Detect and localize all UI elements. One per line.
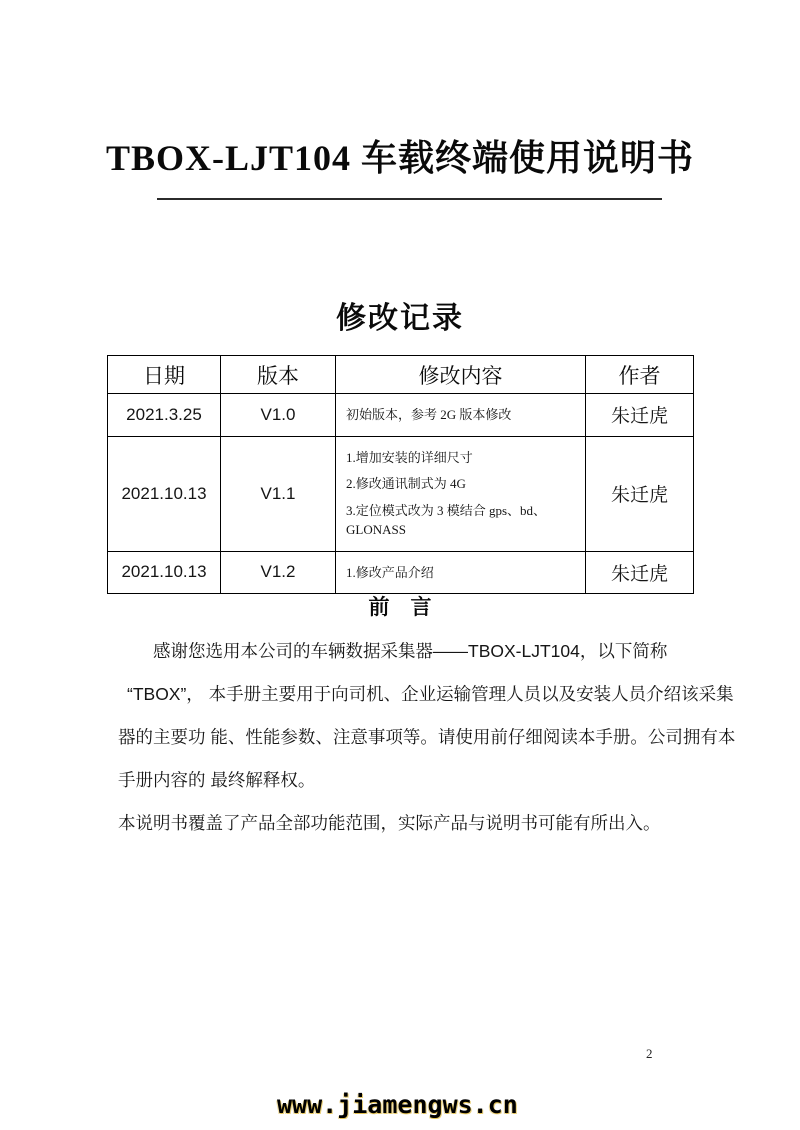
preface-line: 感谢您选用本公司的车辆数据采集器——TBOX-LJT104，以下简称	[153, 641, 668, 661]
cell-version: V1.0	[221, 394, 336, 437]
column-header-author: 作者	[586, 356, 694, 394]
revision-record-heading: 修改记录	[336, 302, 464, 335]
revision-record-table	[107, 355, 694, 594]
title-underline	[157, 198, 662, 200]
column-header-changes: 修改内容	[336, 356, 586, 394]
change-line: 初始版本，参考 2G 版本修改	[346, 407, 512, 422]
cell-version: V1.2	[221, 551, 336, 594]
table-row	[108, 436, 694, 551]
table-row	[108, 394, 694, 437]
table-row	[108, 551, 694, 594]
preface-line: “TBOX”， 本手册主要用于向司机、企业运输管理人员以及安装人员介绍该采集	[127, 684, 734, 704]
cell-author: 朱迁虎	[586, 551, 694, 594]
page-number: 2	[646, 1046, 653, 1061]
watermark-url: www.jiamengws.cn	[277, 1090, 518, 1119]
cell-date: 2021.10.13	[108, 551, 221, 594]
cell-changes	[336, 551, 586, 594]
cell-author: 朱迁虎	[586, 394, 694, 437]
preface-heading: 前 言	[368, 596, 432, 619]
cell-version: V1.1	[221, 436, 336, 551]
column-header-date: 日期	[108, 356, 221, 394]
preface-line: 本说明书覆盖了产品全部功能范围，实际产品与说明书可能有所出入。	[118, 813, 661, 833]
cell-date: 2021.10.13	[108, 436, 221, 551]
cell-date: 2021.3.25	[108, 394, 221, 437]
cell-author: 朱迁虎	[586, 436, 694, 551]
column-header-version: 版本	[221, 356, 336, 394]
preface-body	[118, 641, 736, 856]
change-line: 3.定位模式改为 3 模结合 gps、bd、GLONASS	[346, 502, 547, 537]
cell-changes	[336, 436, 586, 551]
preface-line: 手册内容的 最终解释权。	[118, 770, 316, 790]
document-title: TBOX-LJT104 车载终端使用说明书	[105, 138, 695, 178]
cell-changes	[336, 394, 586, 437]
table-header-row	[108, 356, 694, 394]
change-line: 1.增加安装的详细尺寸	[346, 449, 473, 465]
preface-line: 器的主要功 能、性能参数、注意事项等。请使用前仔细阅读本手册。公司拥有本	[118, 727, 736, 747]
change-line: 2.修改通讯制式为 4G	[346, 476, 466, 491]
change-line: 1.修改产品介绍	[346, 564, 434, 580]
